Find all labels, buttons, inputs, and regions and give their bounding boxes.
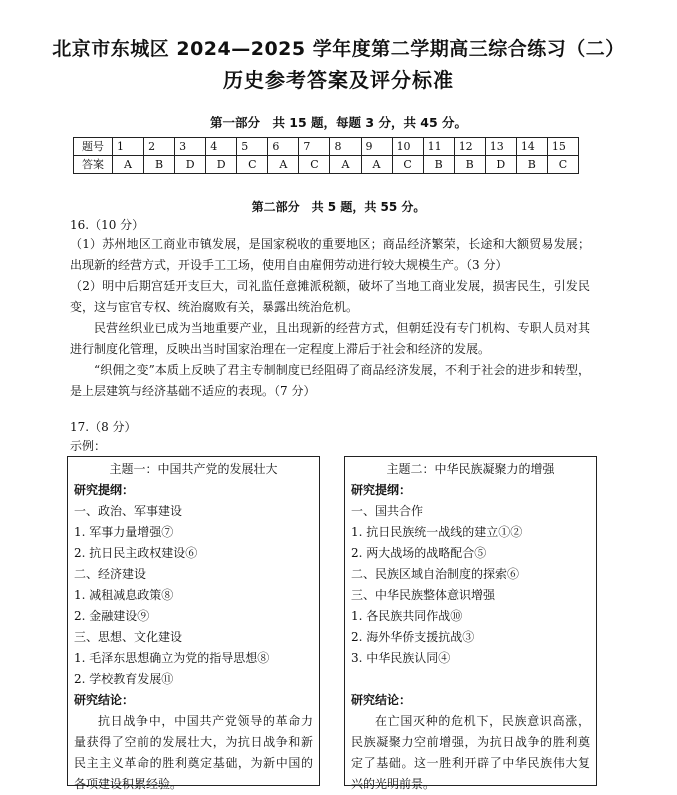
- document-subtitle: 历史参考答案及评分标准: [223, 68, 454, 92]
- row-label-answer: 答案: [74, 156, 113, 174]
- conclusion-text: 抗日战争中，中国共产党领导的革命力量获得了空前的发展壮大，为抗日战争和新民主主义革命的胜利奠定基础，为新中国的各项建设积累经验。: [74, 714, 313, 791]
- question-number: 12: [454, 138, 485, 156]
- question-number: 7: [299, 138, 330, 156]
- outline-item: 三、中华民族整体意识增强: [351, 588, 496, 602]
- theme-two-box: [344, 456, 597, 791]
- question-number: 8: [330, 138, 361, 156]
- question-number: 6: [268, 138, 299, 156]
- theme-one-box: [67, 456, 320, 791]
- outline-item: 二、民族区域自治制度的探索⑥: [351, 567, 520, 581]
- question-number: 2: [144, 138, 175, 156]
- conclusion-text: 在亡国灭种的危机下，民族意识高涨，民族凝聚力空前增强，为抗日战争的胜利奠定了基础。这一胜利开辟了中华民族伟大复兴的光明前景。: [351, 714, 590, 791]
- question-number: 10: [392, 138, 423, 156]
- outline-item: 1. 军事力量增强⑦: [74, 525, 174, 539]
- answer-cell: D: [206, 156, 237, 174]
- question-number: 13: [485, 138, 516, 156]
- question-17-label: 17.（8 分）: [70, 420, 137, 434]
- answer-cell: A: [113, 156, 144, 174]
- outline-item: 2. 金融建设⑨: [74, 609, 150, 623]
- answer-cell: C: [547, 156, 578, 174]
- answer-table: [73, 137, 579, 174]
- outline-label: 研究提纲：: [74, 483, 135, 497]
- question-number: 4: [206, 138, 237, 156]
- answer-cell: A: [361, 156, 392, 174]
- part2-heading: 第二部分 共 5 题，共 55 分。: [251, 200, 426, 214]
- conclusion-label: 研究结论：: [74, 693, 135, 707]
- outline-label: 研究提纲：: [351, 483, 412, 497]
- outline-item: 3. 中华民族认同④: [351, 651, 451, 665]
- answer-cell: C: [237, 156, 268, 174]
- answer-cell: B: [454, 156, 485, 174]
- document-title: 北京市东城区 2024—2025 学年度第二学期高三综合练习（二）: [52, 38, 625, 60]
- outline-item: 1. 各民族共同作战⑩: [351, 609, 463, 623]
- answer-cell: C: [299, 156, 330, 174]
- theme-one-title: 主题一：中国共产党的发展壮大: [109, 462, 278, 476]
- outline-item: 2. 学校教育发展⑪: [74, 672, 174, 686]
- question-number: 15: [547, 138, 578, 156]
- outline-item: 一、国共合作: [351, 504, 424, 518]
- outline-item: 二、经济建设: [74, 567, 147, 581]
- answer-row: [74, 156, 579, 174]
- outline-item: 1. 减租减息政策⑧: [74, 588, 174, 602]
- outline-item: 1. 毛泽东思想确立为党的指导思想⑧: [74, 651, 270, 665]
- example-label: 示例：: [70, 439, 107, 453]
- part1-heading: 第一部分 共 15 题，每题 3 分，共 45 分。: [209, 115, 468, 130]
- q16-answer-part2-cont: 民营丝织业已成为当地重要产业，且出现新的经营方式，但朝廷没有专门机构、专职人员对其进行制度化管理，反映出当时国家治理在一定程度上滞后于社会和经济的发展。: [70, 321, 590, 356]
- q16-answer-part2: （2）明中后期宫廷开支巨大，司礼监任意摊派税额，破坏了当地工商业发展，损害民生，引发民变，这与宦官专权、统治腐败有关，暴露出统治危机。: [70, 279, 590, 314]
- q16-answer-part1: （1）苏州地区工商业市镇发展，是国家税收的重要地区；商品经济繁荣，长途和大额贸易发展；出现新的经营方式，开设手工工场，使用自由雇佣劳动进行较大规模生产。（3 分）: [70, 237, 590, 272]
- theme-two-title: 主题二：中华民族凝聚力的增强: [386, 462, 555, 476]
- conclusion-label: 研究结论：: [351, 693, 412, 707]
- outline-item: 2. 两大战场的战略配合⑤: [351, 546, 487, 560]
- outline-item: 2. 海外华侨支援抗战③: [351, 630, 475, 644]
- question-16-label: 16.（10 分）: [70, 218, 145, 232]
- answer-cell: A: [330, 156, 361, 174]
- question-number: 5: [237, 138, 268, 156]
- question-number: 3: [175, 138, 206, 156]
- answer-cell: B: [516, 156, 547, 174]
- outline-item: 1. 抗日民族统一战线的建立①②: [351, 525, 523, 539]
- outline-item: 一、政治、军事建设: [74, 504, 183, 518]
- q16-answer-part2-summary: “织佣之变”本质上反映了君主专制制度已经阻碍了商品经济发展，不利于社会的进步和转型，是上层建筑与经济基础不适应的表现。（7 分）: [70, 363, 590, 398]
- answer-cell: C: [392, 156, 423, 174]
- spacer: [345, 669, 596, 690]
- question-number: 11: [423, 138, 454, 156]
- answer-cell: D: [175, 156, 206, 174]
- answer-cell: B: [423, 156, 454, 174]
- answer-cell: D: [485, 156, 516, 174]
- answer-cell: A: [268, 156, 299, 174]
- question-number: 9: [361, 138, 392, 156]
- outline-item: 三、思想、文化建设: [74, 630, 183, 644]
- row-label-number: 题号: [74, 138, 113, 156]
- question-number: 14: [516, 138, 547, 156]
- question-number-row: [74, 138, 579, 156]
- question-number: 1: [113, 138, 144, 156]
- outline-item: 2. 抗日民主政权建设⑥: [74, 546, 198, 560]
- answer-cell: B: [144, 156, 175, 174]
